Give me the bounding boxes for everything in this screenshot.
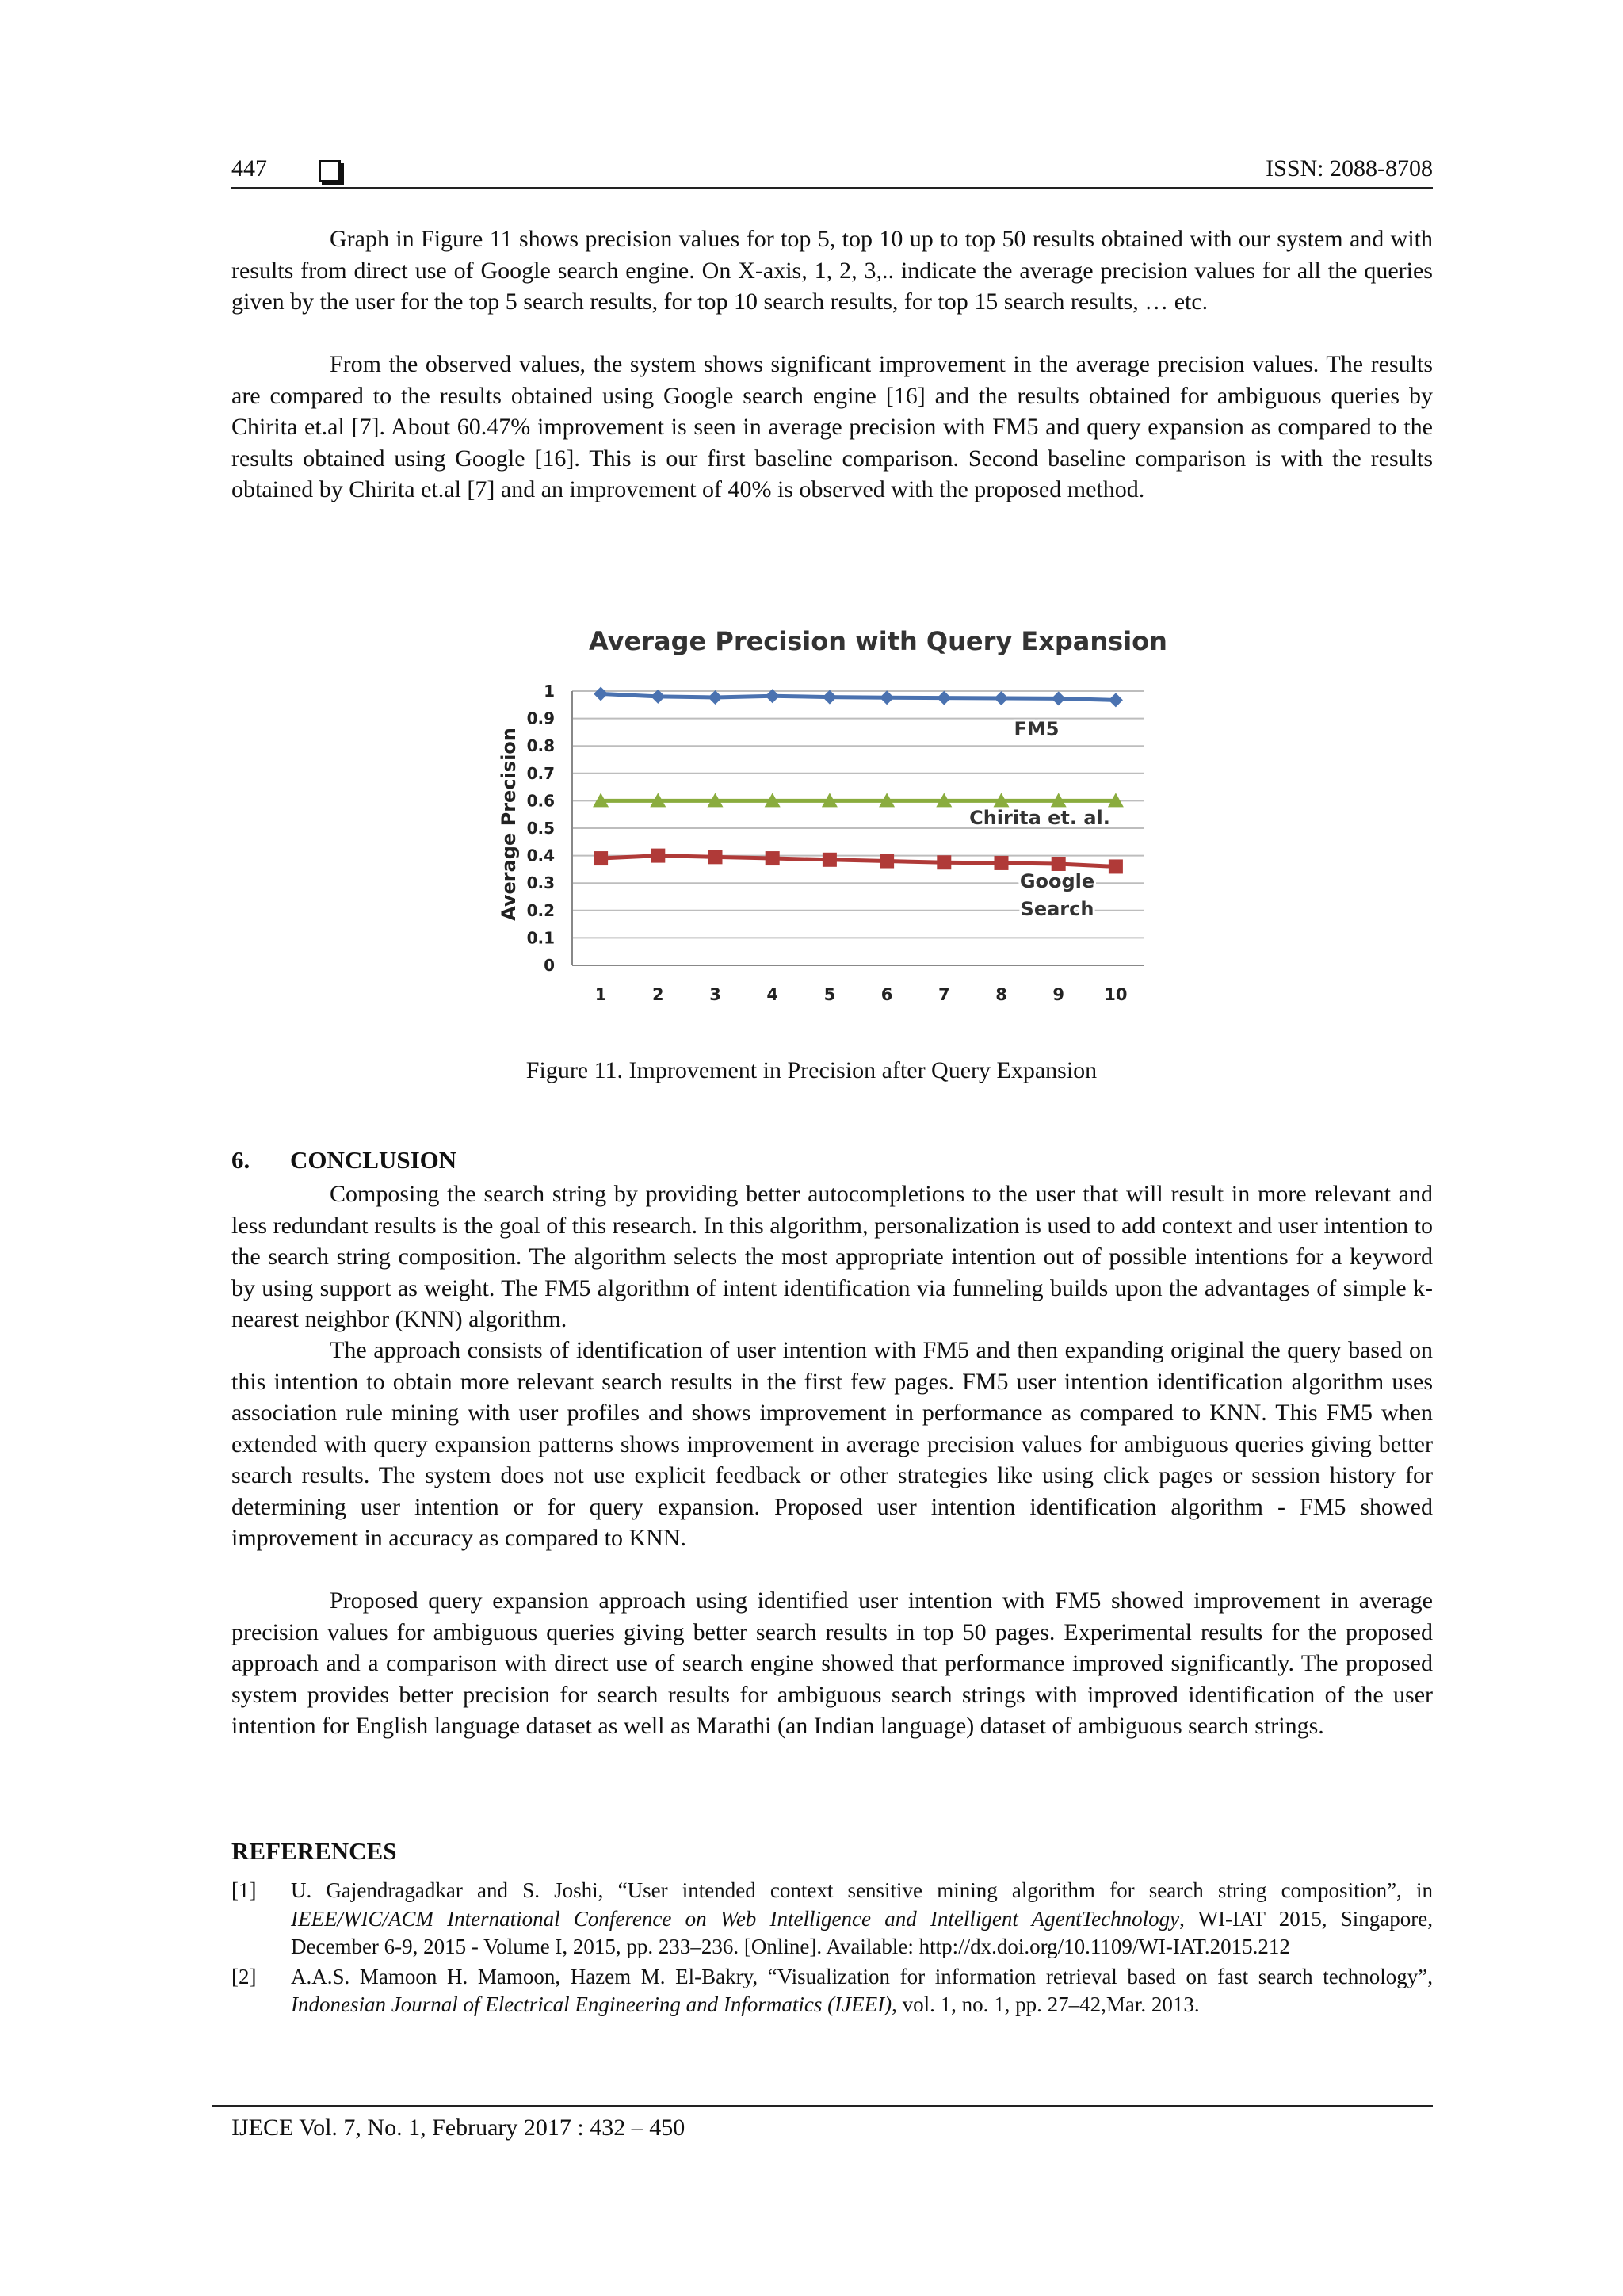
x-tick-label: 6: [880, 985, 893, 1004]
section-heading: [231, 1146, 456, 1175]
x-tick-label: 4: [766, 985, 779, 1004]
data-point-fm5: [823, 690, 837, 705]
data-point-google: [651, 849, 665, 863]
y-tick-label: 0: [544, 956, 555, 975]
y-tick-label: 0.5: [526, 819, 555, 838]
reference-item: [231, 1877, 1433, 1962]
data-point-google: [937, 855, 951, 869]
series-line: [601, 693, 1116, 700]
body-paragraph-2: From the observed values, the system shows significant improvement in the average precision values. The results are compared to the results obtained using Google search engine [16] and the results obtained for ambiguous queries by Chirita et.al [7]. About 60.47% improvement is seen in average precision with FM5 and query expansion as compared to the results obtained using Google [16]. This is our first baseline comparison. Second baseline comparison is with the results obtained by Chirita et.al [7] and an improvement of 40% is observed with the proposed method.: [231, 351, 1433, 502]
chart-title: Average Precision with Query Expansion: [589, 626, 1167, 656]
data-point-fm5: [1052, 691, 1066, 705]
section-title: CONCLUSION: [290, 1146, 457, 1174]
data-point-google: [594, 851, 608, 865]
x-tick-label: 9: [1052, 985, 1065, 1004]
y-tick-label: 0.7: [526, 763, 555, 783]
reference-text: U. Gajendragadkar and S. Joshi, “User intended context sensitive mining algorithm for search string composition”, in: [291, 1878, 1433, 1902]
data-point-google: [766, 851, 780, 865]
figure-caption: Figure 11. Improvement in Precision after Query Expansion: [525, 1057, 1098, 1083]
series-label: Chirita et. al.: [969, 807, 1110, 829]
conclusion-paragraph-3: Proposed query expansion approach using identified user intention with FM5 showed improvement in average precision values for ambiguous queries giving better search results in top 50 pages. Experimental results for the proposed approach and a comparison with direct use of search engine showed that performance improved significantly. The proposed system provides better precision for search results for ambiguous search strings with improved identification of the user intention for English language dataset as well as Marathi (an Indian language) dataset of ambiguous search strings.: [231, 1587, 1433, 1739]
y-tick-label: 0.3: [526, 873, 555, 893]
y-tick-label: 0.8: [526, 736, 555, 756]
data-point-google: [1109, 859, 1123, 873]
reference-number: [1]: [231, 1878, 257, 1902]
section-number: 6.: [231, 1146, 250, 1174]
y-tick-label: 0.4: [526, 846, 555, 865]
y-tick-label: 0.6: [526, 791, 555, 811]
data-point-google: [708, 850, 723, 864]
x-tick-label: 3: [709, 985, 721, 1004]
x-tick-label: 2: [651, 985, 664, 1004]
reference-item: [231, 1963, 1433, 2019]
y-tick-label: 0.2: [526, 900, 555, 920]
references-list: [231, 1877, 1433, 2021]
y-axis-label: Average Precision: [498, 728, 520, 921]
x-tick-label: 10: [1104, 985, 1128, 1004]
series-label: Google Search: [1019, 870, 1095, 920]
references-heading: REFERENCES: [231, 1837, 397, 1865]
page-footer: IJECE Vol. 7, No. 1, February 2017 : 432 – 450: [212, 2105, 1433, 2141]
x-tick-label: 1: [594, 985, 607, 1004]
x-tick-label: 8: [995, 985, 1007, 1004]
y-tick-label: 0.9: [526, 709, 555, 728]
reference-venue: Indonesian Journal of Electrical Engineering and Informatics (IJEEI): [291, 1992, 892, 2016]
reference-venue: IEEE/WIC/ACM International Conference on Web Intelligence and Intelligent AgentTechnology: [291, 1906, 1180, 1931]
data-point-google: [1052, 857, 1066, 871]
data-point-fm5: [880, 690, 894, 705]
data-point-google: [880, 854, 894, 869]
precision-chart: [0, 0, 1623, 1046]
conclusion-paragraph-2: The approach consists of identification of user intention with FM5 and then expanding original the query based on this intention to obtain more relevant search results in the first few pages. FM5 user intention identification algorithm uses association rule mining with user profiles and shows improvement in performance as compared to KNN. This FM5 when extended with query expansion patterns shows improvement in average precision values for ambiguous queries giving better search results. The system does not use explicit feedback or other strategies like using click pages or session history for determining user intention or for query expansion. Proposed user intention identification algorithm - FM5 showed improvement in accuracy as compared to KNN.: [231, 1337, 1433, 1551]
reference-number: [2]: [231, 1964, 257, 1988]
data-point-google: [995, 856, 1009, 870]
issn-label: ISSN: 2088-8708: [1266, 155, 1433, 181]
data-point-google: [823, 853, 837, 867]
data-point-fm5: [995, 691, 1009, 705]
series-label: FM5: [1014, 718, 1060, 740]
x-tick-label: 5: [823, 985, 836, 1004]
x-tick-label: 7: [938, 985, 950, 1004]
y-tick-label: 1: [544, 682, 555, 701]
data-point-fm5: [1109, 693, 1123, 707]
reference-text: A.A.S. Mamoon H. Mamoon, Hazem M. El-Bakry, “Visualization for information retrieval based on fast search technology”,: [291, 1964, 1433, 1988]
reference-details: , vol. 1, no. 1, pp. 27–42,Mar. 2013.: [892, 1992, 1200, 2016]
page-number: 447: [231, 155, 267, 181]
body-paragraph-1: Graph in Figure 11 shows precision values for top 5, top 10 up to top 50 results obtained with our system and with results from direct use of Google search engine. On X-axis, 1, 2, 3,.. indicate the average precision values for all the queries given by the user for the top 5 search results, for top 10 search results, for top 15 search results, … etc.: [231, 226, 1433, 315]
series-line: [601, 856, 1116, 867]
data-point-fm5: [594, 686, 608, 701]
data-point-fm5: [708, 690, 723, 705]
reference-details: , WI-IAT 2015, Singapore, December 6-9, 2015 - Volume I, 2015, pp. 233–236. [Online]. Available: http://dx.doi.org/10.1109/WI-IAT.2015.212: [291, 1906, 1433, 1958]
conclusion-paragraph-1: Composing the search string by providing better autocompletions to the user that will result in more relevant and less redundant results is the goal of this research. In this algorithm, personalization is used to add context and user intention to the search string composition. The algorithm selects the most appropriate intention out of possible intentions for a keyword by using support as weight. The FM5 algorithm of intent identification via funneling builds upon the advantages of simple k-nearest neighbor (KNN) algorithm.: [231, 1181, 1433, 1332]
y-tick-label: 0.1: [526, 928, 555, 948]
data-point-fm5: [937, 691, 951, 705]
